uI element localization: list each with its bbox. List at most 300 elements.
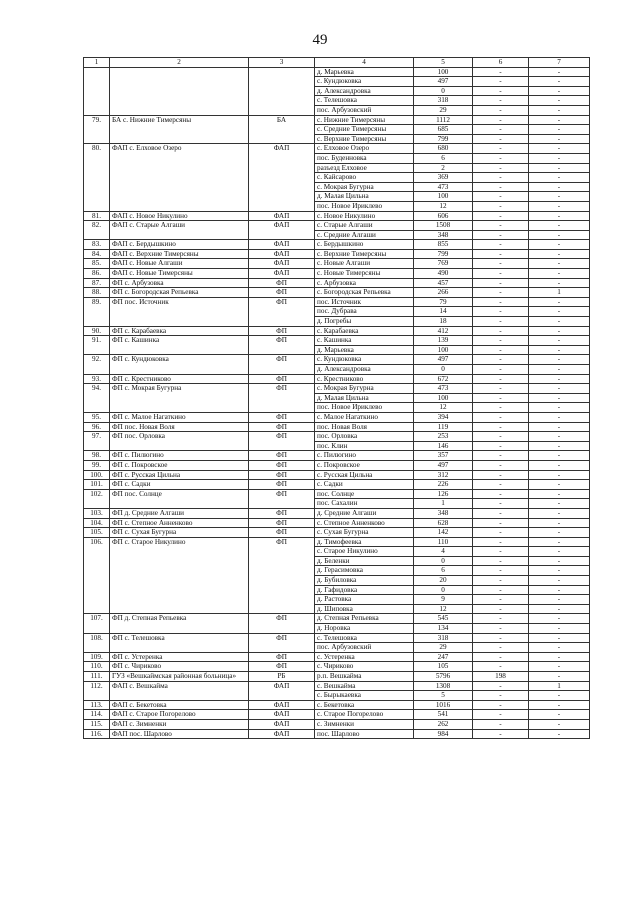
settlement-cell: с. Сухая Бугурна — [315, 528, 414, 538]
population-cell: 119 — [414, 422, 473, 432]
col6-cell: - — [473, 259, 529, 269]
col7-cell: - — [529, 672, 590, 682]
facility-name-cell: ФП с. Русская Цильна — [110, 470, 249, 480]
row-number-cell: 113. — [84, 700, 110, 710]
row-number-cell: 109. — [84, 652, 110, 662]
settlement-cell: д. Беленки — [315, 556, 414, 566]
col7-cell: - — [529, 537, 590, 547]
col6-cell: - — [473, 624, 529, 634]
settlement-cell: пос. Новое Ириклево — [315, 201, 414, 211]
facility-name-cell: ФАП с. Вешкайма — [110, 681, 249, 700]
col6-cell: - — [473, 125, 529, 135]
col7-cell: - — [529, 528, 590, 538]
settlement-cell: д. Степная Репьевка — [315, 614, 414, 624]
table-header-row — [84, 58, 590, 68]
col7-cell: - — [529, 115, 590, 125]
facility-name-cell: ФП с. Мокрая Бугурна — [110, 384, 249, 413]
settlement-cell: с. Пилюгино — [315, 451, 414, 461]
col7-cell: - — [529, 278, 590, 288]
population-cell: 29 — [414, 643, 473, 653]
settlement-cell: д. Гафидовка — [315, 585, 414, 595]
settlement-cell: р.п. Вешкайма — [315, 672, 414, 682]
col6-cell: - — [473, 77, 529, 87]
facility-type-cell: ФП — [249, 460, 315, 470]
table-row — [84, 221, 590, 231]
facility-name-cell: ФАП с. Новые Алгаши — [110, 259, 249, 269]
population-cell: 312 — [414, 470, 473, 480]
population-cell: 1016 — [414, 700, 473, 710]
col6-cell: - — [473, 528, 529, 538]
col7-cell: - — [529, 249, 590, 259]
col7-cell: - — [529, 460, 590, 470]
table-row — [84, 288, 590, 298]
facility-name-cell: ФП с. Чириково — [110, 662, 249, 672]
col7-cell: - — [529, 576, 590, 586]
population-cell: 490 — [414, 269, 473, 279]
facility-name-cell: ФП с. Телешовка — [110, 633, 249, 652]
settlement-cell: с. Новые Тимерсяны — [315, 269, 414, 279]
facility-name-cell: ФП с. Степное Анненково — [110, 518, 249, 528]
facility-type-cell: ФАП — [249, 249, 315, 259]
facility-name-cell: ФП с. Малое Нагаткино — [110, 412, 249, 422]
row-number-cell: 105. — [84, 528, 110, 538]
col7-cell: - — [529, 240, 590, 250]
col6-cell: - — [473, 355, 529, 365]
col6-cell: - — [473, 412, 529, 422]
col6-cell: - — [473, 518, 529, 528]
col7-cell: - — [529, 595, 590, 605]
settlement-cell: разъезд Елховое — [315, 163, 414, 173]
col6-cell: - — [473, 691, 529, 701]
header-cell: 2 — [110, 58, 249, 68]
table-row — [84, 480, 590, 490]
row-number-cell: 99. — [84, 460, 110, 470]
header-cell: 1 — [84, 58, 110, 68]
col7-cell: - — [529, 412, 590, 422]
population-cell: 4 — [414, 547, 473, 557]
header-cell: 6 — [473, 58, 529, 68]
settlement-cell: с. Верхние Тимерсяны — [315, 134, 414, 144]
population-cell: 12 — [414, 604, 473, 614]
facility-type-cell — [249, 67, 315, 115]
population-cell: 266 — [414, 288, 473, 298]
facility-name-cell: ФАП с. Старое Погорелово — [110, 710, 249, 720]
facility-name-cell: ФАП с. Бердышкино — [110, 240, 249, 250]
population-cell: 606 — [414, 211, 473, 221]
row-number-cell: 103. — [84, 508, 110, 518]
settlement-cell: пос. Новое Ириклево — [315, 403, 414, 413]
settlement-cell: с. Чириково — [315, 662, 414, 672]
population-cell: 142 — [414, 528, 473, 538]
col7-cell: - — [529, 317, 590, 327]
col7-cell: - — [529, 134, 590, 144]
row-number-cell: 79. — [84, 115, 110, 144]
col7-cell: - — [529, 144, 590, 154]
col7-cell: - — [529, 729, 590, 739]
col7-cell: 1 — [529, 288, 590, 298]
population-cell: 348 — [414, 230, 473, 240]
col7-cell: - — [529, 173, 590, 183]
population-cell: 799 — [414, 134, 473, 144]
settlement-cell: д. Погребы — [315, 317, 414, 327]
settlement-cell: с. Старые Алгаши — [315, 221, 414, 231]
settlement-cell: с. Покровское — [315, 460, 414, 470]
col7-cell: - — [529, 307, 590, 317]
population-cell: 457 — [414, 278, 473, 288]
col6-cell: - — [473, 422, 529, 432]
col7-cell: - — [529, 192, 590, 202]
facility-type-cell: ФП — [249, 297, 315, 326]
col7-cell: - — [529, 499, 590, 509]
col7-cell: - — [529, 604, 590, 614]
population-cell: 100 — [414, 345, 473, 355]
population-cell: 497 — [414, 355, 473, 365]
table-row — [84, 355, 590, 365]
row-number-cell: 91. — [84, 336, 110, 355]
facility-type-cell: ФП — [249, 432, 315, 451]
population-cell: 769 — [414, 259, 473, 269]
col6-cell: - — [473, 432, 529, 442]
col6-cell: - — [473, 173, 529, 183]
settlement-cell: д. Шиповка — [315, 604, 414, 614]
facility-name-cell: ФП с. Садки — [110, 480, 249, 490]
settlement-cell: пос. Солнце — [315, 489, 414, 499]
col6-cell: - — [473, 566, 529, 576]
facility-type-cell: ФАП — [249, 144, 315, 211]
row-number-cell: 94. — [84, 384, 110, 413]
settlement-cell: с. Мокрая Бугурна — [315, 182, 414, 192]
col7-cell: - — [529, 508, 590, 518]
population-cell: 79 — [414, 297, 473, 307]
settlement-cell: д. Средние Алгаши — [315, 508, 414, 518]
row-number-cell: 95. — [84, 412, 110, 422]
col7-cell: - — [529, 153, 590, 163]
table-row — [84, 249, 590, 259]
facility-name-cell: ФП с. Карабаевка — [110, 326, 249, 336]
population-cell: 20 — [414, 576, 473, 586]
settlement-cell: пос. Арбузовский — [315, 105, 414, 115]
col6-cell: - — [473, 700, 529, 710]
facility-type-cell: ФАП — [249, 221, 315, 240]
population-cell: 134 — [414, 624, 473, 634]
col7-cell: - — [529, 691, 590, 701]
settlement-cell: пос. Шарлово — [315, 729, 414, 739]
facility-name-cell: ФП с. Кашинка — [110, 336, 249, 355]
facility-name-cell: ФАП с. Новые Тимерсяны — [110, 269, 249, 279]
row-number-cell: 102. — [84, 489, 110, 508]
table-row — [84, 528, 590, 538]
header-cell: 3 — [249, 58, 315, 68]
facility-type-cell: ФП — [249, 652, 315, 662]
settlement-cell: д. Марьевка — [315, 345, 414, 355]
facility-name-cell: ФП с. Покровское — [110, 460, 249, 470]
population-cell: 1308 — [414, 681, 473, 691]
col7-cell: - — [529, 211, 590, 221]
facility-name-cell: ФП д. Средние Алгаши — [110, 508, 249, 518]
col7-cell: - — [529, 451, 590, 461]
facility-name-cell: ГУЗ «Вешкаймская районная больница» — [110, 672, 249, 682]
facility-type-cell: БА — [249, 115, 315, 144]
row-number-cell: 89. — [84, 297, 110, 326]
settlement-cell: с. Крестниково — [315, 374, 414, 384]
row-number-cell: 84. — [84, 249, 110, 259]
facility-type-cell: ФАП — [249, 681, 315, 700]
col6-cell: - — [473, 374, 529, 384]
settlement-cell: с. Новые Алгаши — [315, 259, 414, 269]
col6-cell: - — [473, 384, 529, 394]
facility-type-cell: ФАП — [249, 719, 315, 729]
table-row — [84, 489, 590, 499]
row-number-cell: 80. — [84, 144, 110, 211]
row-number-cell: 90. — [84, 326, 110, 336]
settlement-cell: с. Телешовка — [315, 633, 414, 643]
facility-name-cell: ФП пос. Орловка — [110, 432, 249, 451]
facility-name-cell: ФП с. Старое Никулино — [110, 537, 249, 614]
table-row — [84, 700, 590, 710]
population-cell: 497 — [414, 460, 473, 470]
col6-cell: - — [473, 537, 529, 547]
settlement-cell: д. Малая Цильна — [315, 192, 414, 202]
facility-type-cell: ФП — [249, 489, 315, 508]
col7-cell: - — [529, 125, 590, 135]
population-cell: 1 — [414, 499, 473, 509]
table-row — [84, 518, 590, 528]
population-cell: 855 — [414, 240, 473, 250]
table-row — [84, 259, 590, 269]
col7-cell: - — [529, 393, 590, 403]
col7-cell: - — [529, 67, 590, 77]
col7-cell: - — [529, 221, 590, 231]
row-number-cell: 107. — [84, 614, 110, 633]
facility-name-cell: ФП пос. Новая Воля — [110, 422, 249, 432]
col6-cell: - — [473, 681, 529, 691]
row-number-cell: 104. — [84, 518, 110, 528]
col6-cell: - — [473, 317, 529, 327]
col6-cell: - — [473, 547, 529, 557]
row-number-cell: 88. — [84, 288, 110, 298]
col6-cell: - — [473, 489, 529, 499]
table-row — [84, 432, 590, 442]
col7-cell: - — [529, 86, 590, 96]
header-cell: 4 — [315, 58, 414, 68]
population-cell: 253 — [414, 432, 473, 442]
col6-cell: - — [473, 134, 529, 144]
settlement-cell: с. Новое Никулино — [315, 211, 414, 221]
facility-type-cell: ФП — [249, 384, 315, 413]
col7-cell: - — [529, 105, 590, 115]
col6-cell: - — [473, 585, 529, 595]
col7-cell: - — [529, 480, 590, 490]
facility-type-cell: ФП — [249, 412, 315, 422]
facility-type-cell: ФАП — [249, 240, 315, 250]
facility-name-cell: ФП с. Богородская Репьевка — [110, 288, 249, 298]
population-cell: 685 — [414, 125, 473, 135]
population-cell: 799 — [414, 249, 473, 259]
population-cell: 0 — [414, 556, 473, 566]
row-number-cell: 97. — [84, 432, 110, 451]
settlement-cell: с. Малое Нагаткино — [315, 412, 414, 422]
col7-cell: - — [529, 585, 590, 595]
col7-cell: - — [529, 547, 590, 557]
facility-type-cell: ФП — [249, 374, 315, 384]
facility-type-cell: РБ — [249, 672, 315, 682]
col6-cell: - — [473, 115, 529, 125]
col7-cell: - — [529, 662, 590, 672]
col6-cell: - — [473, 201, 529, 211]
col7-cell: - — [529, 374, 590, 384]
col6-cell: - — [473, 307, 529, 317]
col6-cell: - — [473, 499, 529, 509]
row-number-cell: 114. — [84, 710, 110, 720]
row-number-cell: 106. — [84, 537, 110, 614]
col6-cell: - — [473, 451, 529, 461]
col7-cell: - — [529, 77, 590, 87]
facility-name-cell: ФАП с. Зимненки — [110, 719, 249, 729]
row-number-cell: 87. — [84, 278, 110, 288]
settlement-cell: с. Средние Тимерсяны — [315, 125, 414, 135]
row-number-cell: 116. — [84, 729, 110, 739]
facility-type-cell: ФП — [249, 614, 315, 633]
table-row — [84, 451, 590, 461]
col7-cell: - — [529, 403, 590, 413]
settlement-cell: пос. Источник — [315, 297, 414, 307]
col7-cell: - — [529, 297, 590, 307]
col6-cell: - — [473, 192, 529, 202]
col7-cell: - — [529, 336, 590, 346]
settlement-cell: с. Вешкайма — [315, 681, 414, 691]
col7-cell: - — [529, 355, 590, 365]
col7-cell: - — [529, 326, 590, 336]
col7-cell: - — [529, 489, 590, 499]
table-row — [84, 537, 590, 547]
population-cell: 12 — [414, 403, 473, 413]
col7-cell: - — [529, 441, 590, 451]
population-cell: 126 — [414, 489, 473, 499]
facility-name-cell: ФП пос. Источник — [110, 297, 249, 326]
settlement-cell: пос. Клин — [315, 441, 414, 451]
population-cell: 226 — [414, 480, 473, 490]
col7-cell: - — [529, 652, 590, 662]
col6-cell: - — [473, 470, 529, 480]
col7-cell: - — [529, 556, 590, 566]
col7-cell: - — [529, 163, 590, 173]
col7-cell: - — [529, 384, 590, 394]
table-row — [84, 374, 590, 384]
row-number-cell: 92. — [84, 355, 110, 374]
table-row — [84, 508, 590, 518]
population-cell: 5796 — [414, 672, 473, 682]
col7-cell: - — [529, 624, 590, 634]
facility-type-cell: ФАП — [249, 269, 315, 279]
population-cell: 318 — [414, 633, 473, 643]
table-row — [84, 240, 590, 250]
population-cell: 672 — [414, 374, 473, 384]
facility-type-cell: ФП — [249, 480, 315, 490]
table-row — [84, 278, 590, 288]
facility-name-cell: ФАП с. Верхние Тимерсяны — [110, 249, 249, 259]
population-cell: 412 — [414, 326, 473, 336]
col6-cell: - — [473, 403, 529, 413]
col6-cell: - — [473, 105, 529, 115]
population-cell: 9 — [414, 595, 473, 605]
population-cell: 348 — [414, 508, 473, 518]
col7-cell: - — [529, 365, 590, 375]
col6-cell: - — [473, 604, 529, 614]
col6-cell: - — [473, 182, 529, 192]
table-row — [84, 326, 590, 336]
facility-type-cell: ФАП — [249, 259, 315, 269]
settlement-cell: с. Бырыкаевка — [315, 691, 414, 701]
table-row — [84, 633, 590, 643]
col6-cell: - — [473, 221, 529, 231]
settlement-cell: с. Кашинка — [315, 336, 414, 346]
col7-cell: - — [529, 518, 590, 528]
facility-type-cell: ФП — [249, 336, 315, 355]
settlement-cell: пос. Сахалин — [315, 499, 414, 509]
col6-cell: - — [473, 365, 529, 375]
table-row — [84, 652, 590, 662]
col6-cell: - — [473, 278, 529, 288]
settlement-cell: с. Бекетовка — [315, 700, 414, 710]
col6-cell: - — [473, 710, 529, 720]
table-row — [84, 710, 590, 720]
col6-cell: - — [473, 719, 529, 729]
settlement-cell: с. Телешовка — [315, 96, 414, 106]
settlement-cell: д. Тимофеевка — [315, 537, 414, 547]
col6-cell: - — [473, 144, 529, 154]
settlement-cell: д. Бубиловка — [315, 576, 414, 586]
col6-cell: - — [473, 662, 529, 672]
col7-cell: - — [529, 345, 590, 355]
table-row — [84, 460, 590, 470]
facility-name-cell: ФП с. Устеренка — [110, 652, 249, 662]
population-cell: 2 — [414, 163, 473, 173]
table-row — [84, 384, 590, 394]
col6-cell: - — [473, 96, 529, 106]
population-cell: 1112 — [414, 115, 473, 125]
settlement-cell: д. Александровка — [315, 365, 414, 375]
col6-cell: - — [473, 336, 529, 346]
population-cell: 473 — [414, 182, 473, 192]
population-cell: 29 — [414, 105, 473, 115]
table-row — [84, 729, 590, 739]
settlement-cell: с. Кундюковка — [315, 355, 414, 365]
facility-type-cell: ФП — [249, 278, 315, 288]
row-number-cell: 93. — [84, 374, 110, 384]
table-row — [84, 336, 590, 346]
table-row — [84, 672, 590, 682]
col7-cell: - — [529, 432, 590, 442]
facility-name-cell: ФП с. Пилюгино — [110, 451, 249, 461]
population-cell: 100 — [414, 67, 473, 77]
row-number-cell: 115. — [84, 719, 110, 729]
col6-cell: - — [473, 230, 529, 240]
settlement-cell: пос. Новая Воля — [315, 422, 414, 432]
population-cell: 14 — [414, 307, 473, 317]
col6-cell: - — [473, 269, 529, 279]
col7-cell: - — [529, 201, 590, 211]
facility-type-cell: ФП — [249, 288, 315, 298]
facility-type-cell: ФП — [249, 662, 315, 672]
facility-name-cell: ФАП с. Бекетовка — [110, 700, 249, 710]
settlement-cell: пос. Орловка — [315, 432, 414, 442]
population-cell: 357 — [414, 451, 473, 461]
population-cell: 0 — [414, 585, 473, 595]
row-number-cell: 86. — [84, 269, 110, 279]
table-row — [84, 115, 590, 125]
col6-cell: - — [473, 652, 529, 662]
facility-type-cell: ФП — [249, 326, 315, 336]
